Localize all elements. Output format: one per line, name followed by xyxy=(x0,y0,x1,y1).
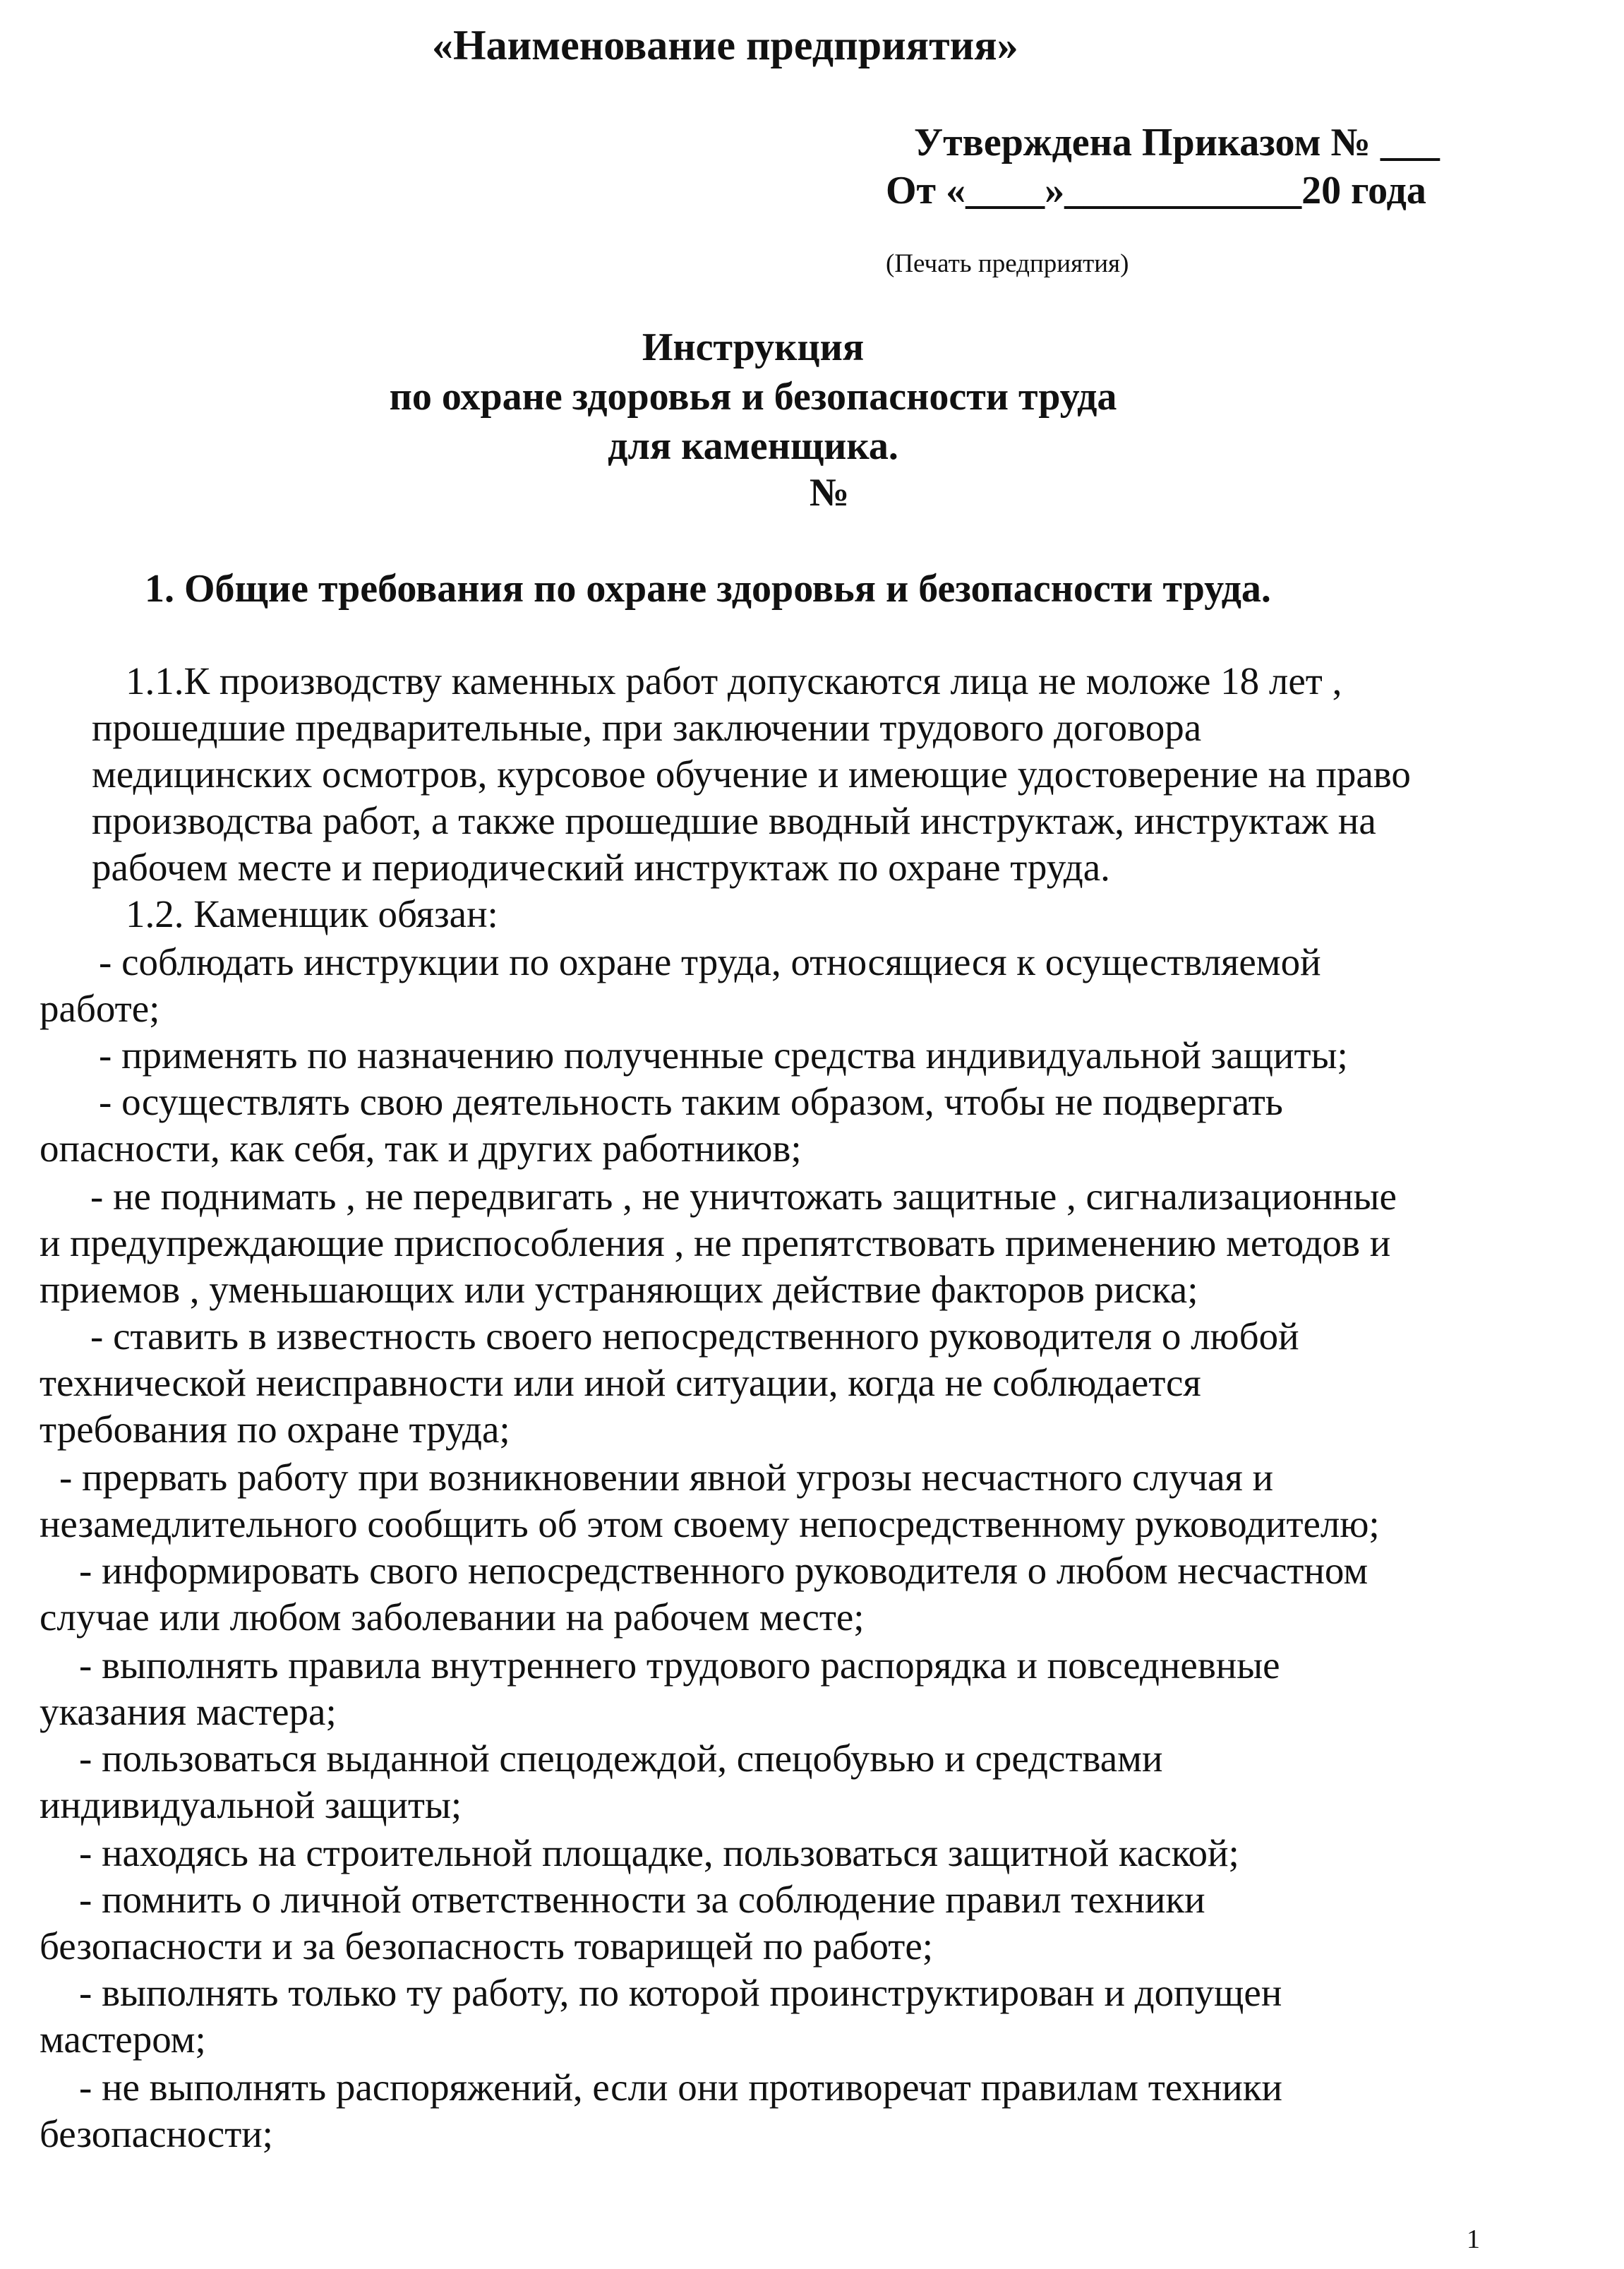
page-number: 1 xyxy=(1467,2225,1480,2254)
body-line: и предупреждающие приспособления , не препятствовать применению методов и xyxy=(40,1221,1391,1264)
body-line: 1.1.К производству каменных работ допускаются лица не моложе 18 лет , xyxy=(126,659,1342,702)
body-line: работе; xyxy=(40,987,160,1030)
body-line: - выполнять только ту работу, по которой проинструктирован и допущен xyxy=(79,1971,1282,2014)
body-line: индивидуальной защиты; xyxy=(40,1783,462,1826)
body-line: безопасности и за безопасность товарищей по работе; xyxy=(40,1924,934,1968)
body-line: указания мастера; xyxy=(40,1690,337,1733)
body-line: - применять по назначению полученные средства индивидуальной защиты; xyxy=(99,1034,1348,1077)
document-title: Инструкция xyxy=(642,325,865,369)
document-subtitle: по охране здоровья и безопасности труда xyxy=(389,375,1117,419)
body-line: 1.2. Каменщик обязан: xyxy=(126,892,498,935)
body-line: - не выполнять распоряжений, если они противоречат правилам техники xyxy=(79,2066,1282,2109)
body-line: производства работ, а также прошедшие вводный инструктаж, инструктаж на xyxy=(92,799,1376,842)
body-line: - выполнять правила внутреннего трудового распорядка и повседневные xyxy=(79,1644,1280,1687)
body-line: - соблюдать инструкции по охране труда, относящиеся к осуществляемой xyxy=(99,940,1321,983)
document-number: № xyxy=(809,471,850,515)
body-line: опасности, как себя, так и других работников; xyxy=(40,1127,802,1170)
body-line: - не поднимать , не передвигать , не уничтожать защитные , сигнализационные xyxy=(90,1175,1397,1218)
body-line: приемов , уменьшающих или устраняющих действие факторов риска; xyxy=(40,1268,1198,1311)
body-line: - осуществлять свою деятельность таким образом, чтобы не подвергать xyxy=(99,1080,1283,1123)
company-name: «Наименование предприятия» xyxy=(432,22,1018,68)
body-line: медицинских осмотров, курсовое обучение и имеющие удостоверение на право xyxy=(92,753,1411,796)
approval-line: Утверждена Приказом № ___ xyxy=(914,121,1440,164)
section-heading: 1. Общие требования по охране здоровья и безопасности труда. xyxy=(145,567,1271,611)
body-line: требования по охране труда; xyxy=(40,1408,510,1451)
body-line: технической неисправности или иной ситуации, когда не соблюдается xyxy=(40,1361,1201,1404)
body-line: - прервать работу при возникновении явной угрозы несчастного случая и xyxy=(59,1456,1274,1499)
body-line: безопасности; xyxy=(40,2112,273,2155)
approval-date-line: От «____»____________20 года xyxy=(886,169,1426,212)
document-subtitle-profession: для каменщика. xyxy=(608,424,898,468)
body-line: мастером; xyxy=(40,2018,206,2061)
body-line: - пользоваться выданной спецодеждой, спецобувью и средствами xyxy=(79,1737,1163,1780)
body-line: - помнить о личной ответственности за соблюдение правил техники xyxy=(79,1878,1205,1921)
body-line: незамедлительного сообщить об этом своему непосредственному руководителю; xyxy=(40,1502,1380,1545)
body-line: - информировать свого непосредственного руководителя о любом несчастном xyxy=(79,1549,1369,1592)
body-line: прошедшие предварительные, при заключении трудового договора xyxy=(92,706,1202,749)
body-line: случае или любом заболевании на рабочем месте; xyxy=(40,1596,865,1639)
seal-note: (Печать предприятия) xyxy=(886,249,1129,278)
body-line: - ставить в известность своего непосредственного руководителя о любой xyxy=(90,1315,1299,1358)
body-line: - находясь на строительной площадке, пользоваться защитной каской; xyxy=(79,1831,1239,1874)
body-line: рабочем месте и периодический инструктаж по охране труда. xyxy=(92,846,1110,889)
